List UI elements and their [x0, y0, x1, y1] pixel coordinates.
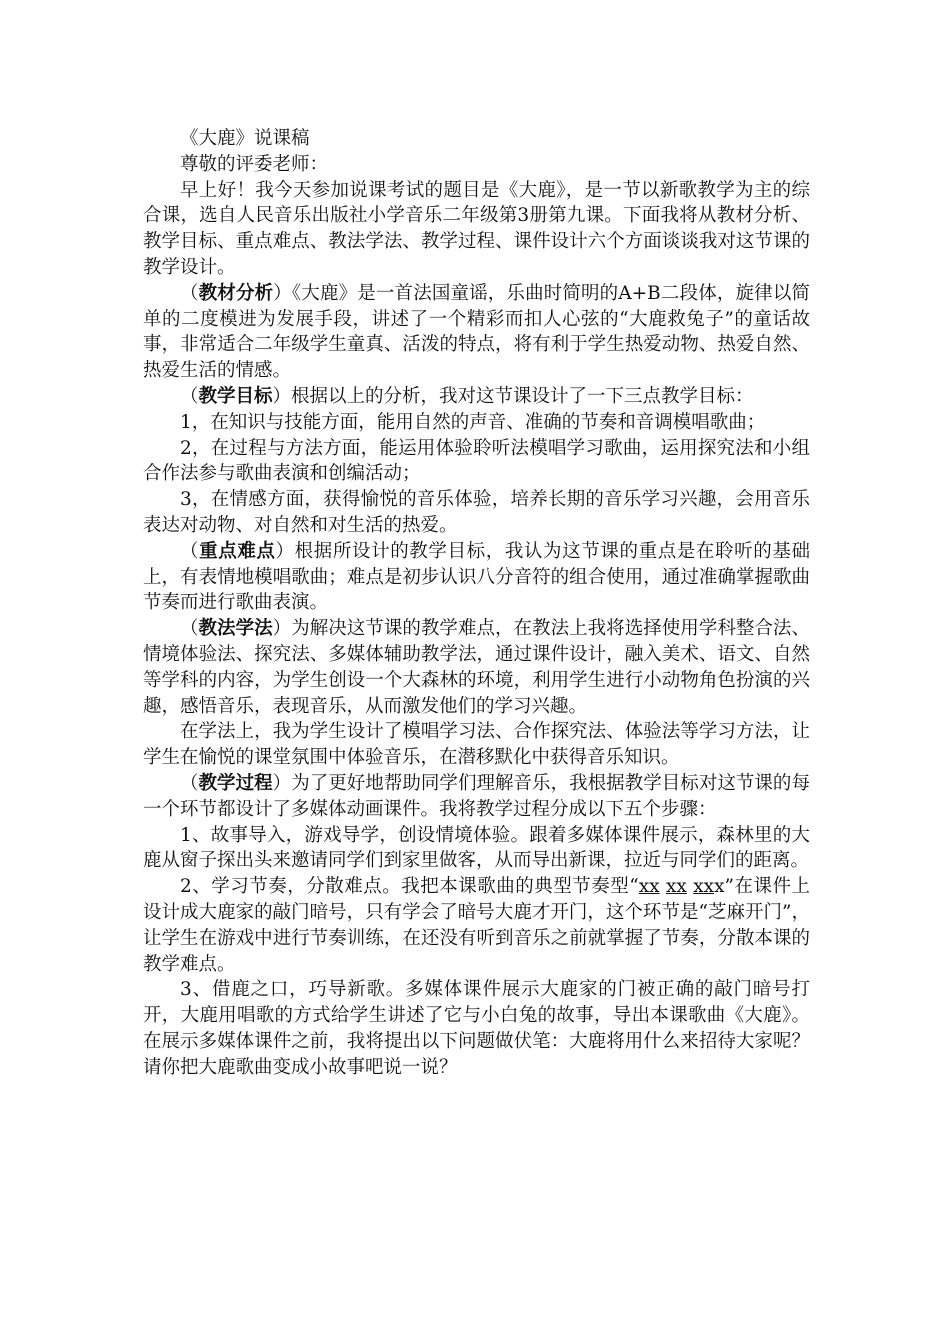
paren-open: （	[180, 540, 200, 562]
paren-close: ）	[275, 540, 295, 562]
section-key-points	[143, 539, 810, 616]
section-teaching-goals	[143, 384, 810, 410]
paren-open: （	[180, 282, 199, 304]
goal-item-3: 3，在情感方面，获得愉悦的音乐体验，培养长期的音乐学习兴趣，会用音乐表达对动物、对自然和对生活的热爱。	[143, 489, 810, 536]
paren-close: ）	[273, 282, 292, 304]
process-step-1: 1、故事导入，游戏导学，创设情境体验。跟着多媒体课件展示，森林里的大鹿从窗子探出头来邀请同学们到家里做客，从而导出新课，拉近与同学们的距离。	[143, 824, 810, 872]
rhythm-notation: xx	[693, 876, 715, 898]
section-heading: 教学目标	[198, 385, 273, 407]
section-teaching-process	[143, 771, 810, 823]
learning-methods-paragraph: 在学法上，我为学生设计了模唱学习法、合作探究法、体验法等学习方法，让学生在愉悦的课堂氛围中体验音乐，在潜移默化中获得音乐知识。	[143, 721, 810, 769]
section-teaching-methods	[143, 616, 810, 719]
document-page	[143, 126, 810, 1080]
section-material-analysis	[143, 281, 810, 384]
section-body: 为解决这节课的教学难点，在教法上我将选择使用学科整合法、情境体验法、探究法、多媒体辅助教学法，通过课件设计，融入美术、语文、自然等学科的内容，为学生创设一个大森林的环境，利用学生进行小动物角色扮演的兴趣，感悟音乐，表现音乐，从而激发他们的学习兴趣。	[143, 618, 810, 717]
rhythm-notation: xx	[638, 876, 660, 898]
process-step-2	[143, 874, 810, 977]
section-body: 《大鹿》是一首法国童谣，乐曲时简明的A+B二段体，旋律以简单的二度模进为发展手段，讲述了一个精彩而扣人心弦的“大鹿救兔子”的童话故事，非常适合二年级学生童真、活泼的特点，将有利于学生热爱动物、热爱自然、热爱生活的情感。	[143, 282, 810, 382]
step-text: 2、学习节奏，分散难点。我把本课歌曲的典型节奏型“	[180, 876, 639, 898]
paren-close: ）	[272, 385, 292, 407]
section-body: 为了更好地帮助同学们理解音乐，我根据教学目标对这节课的每一个环节都设计了多媒体动画课件。我将教学过程分成以下五个步骤：	[143, 772, 810, 820]
section-body: 根据以上的分析，我对这节课设计了一下三点教学目标：	[291, 385, 754, 407]
section-heading: 重点难点	[199, 540, 276, 562]
section-heading: 教材分析	[198, 282, 274, 304]
paren-close: ）	[272, 618, 292, 640]
section-heading: 教法学法	[198, 618, 273, 640]
paren-open: （	[180, 772, 199, 794]
goal-item-1: 1，在知识与技能方面，能用自然的声音、准确的节奏和音调模唱歌曲；	[180, 411, 766, 433]
paren-open: （	[180, 385, 199, 407]
paren-open: （	[180, 618, 199, 640]
process-step-3: 3、借鹿之口，巧导新歌。多媒体课件展示大鹿家的门被正确的敲门暗号打开，大鹿用唱歌的方式给学生讲述了它与小白兔的故事，导出本课歌曲《大鹿》。在展示多媒体课件之前，我将提出以下问题做伏笔：大鹿将用什么来招待大家呢？请你把大鹿歌曲变成小故事吧说一说？	[143, 979, 810, 1078]
step-text: x”在课件上设计成大鹿家的敲门暗号，只有学会了暗号大鹿才开门，这个环节是“芝麻开门”，让学生在游戏中进行节奏训练，在还没有听到音乐之前就掌握了节奏，分散本课的教学难点。	[143, 876, 810, 975]
rhythm-notation: xx	[665, 876, 687, 898]
intro-paragraph: 早上好！我今天参加说课考试的题目是《大鹿》，是一节以新歌教学为主的综合课，选自人民音乐出版社小学音乐二年级第3册第九课。下面我将从教材分析、教学目标、重点难点、教法学法、教学过程、课件设计六个方面谈谈我对这节课的教学设计。	[143, 179, 810, 278]
paren-close: ）	[272, 772, 292, 794]
goal-item-2: 2，在过程与方法方面，能运用体验聆听法模唱学习歌曲，运用探究法和小组合作法参与歌曲表演和创编活动；	[143, 437, 810, 485]
section-heading: 教学过程	[198, 772, 273, 794]
doc-title: 《大鹿》说课稿	[180, 128, 310, 149]
section-body: 根据所设计的教学目标，我认为这节课的重点是在聆听的基础上，有表情地模唱歌曲；难点是初步认识八分音符的组合使用，通过准确掌握歌曲节奏而进行歌曲表演。	[143, 540, 810, 614]
salutation: 尊敬的评委老师：	[180, 153, 329, 175]
